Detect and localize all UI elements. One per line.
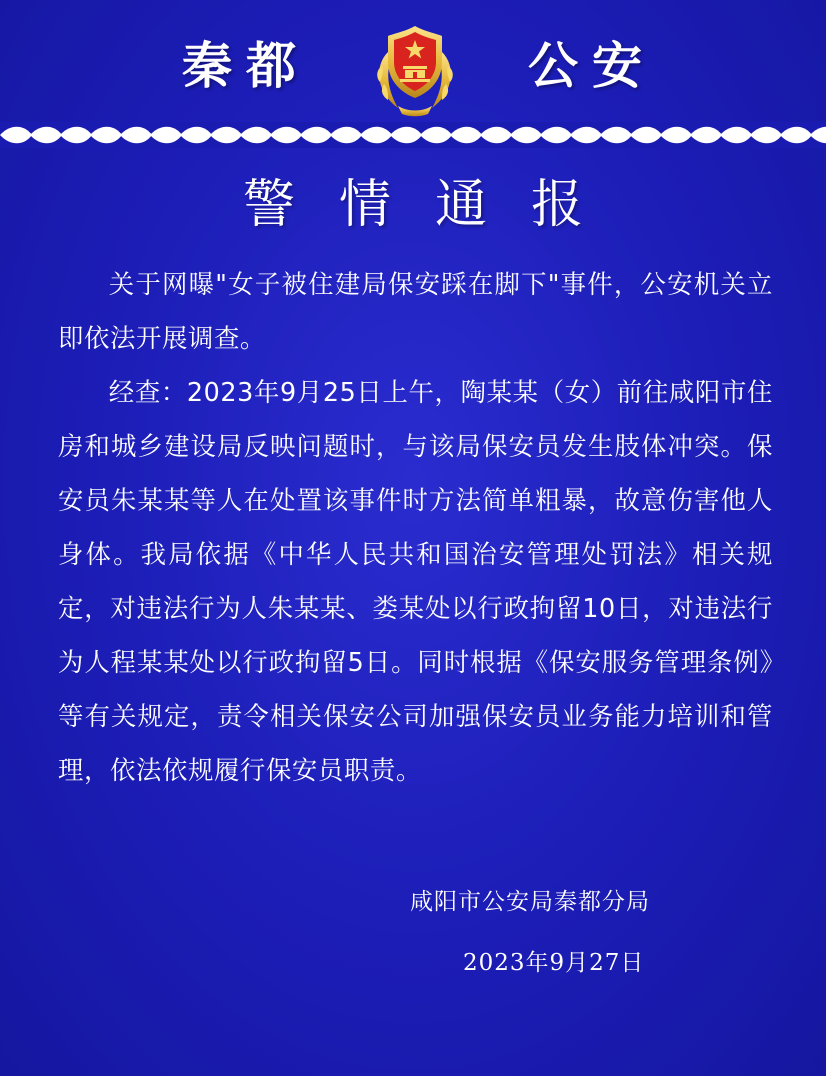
notice-title: 警情通报 [242,175,627,235]
notice-paragraph-2: 经查：2023年9月25日上午，陶某某（女）前往咸阳市住房和城乡建设局反映问题时，与该局保安员发生肢体冲突。保安员朱某某等人在处置该事件时方法简单粗暴，故意伤害他人身体。我局依据《中华人民共和国治安管理处罚法》相关规定，对违法行为人朱某某、娄某处以行政拘留10日，对违法行为人程某某处以行政拘留5日。同时根据《保安服务管理条例》等有关规定，责令相关保安公司加强保安员业务能力培训和管理，依法依规履行保安员职责。 [58,377,773,785]
notice-body [58,257,773,797]
issue-date: 2023年9月27日 [463,950,645,976]
decorative-chevron-band [0,122,826,148]
brand-right-text: 公安 [528,37,656,95]
police-emblem-icon [368,22,462,118]
brand-left-text: 秦都 [182,37,310,95]
notice-paragraph-1: 关于网曝"女子被住建局保安踩在脚下"事件，公安机关立即依法开展调查。 [58,269,773,353]
header [0,0,826,120]
issuer-name: 咸阳市公安局秦都分局 [410,889,650,915]
